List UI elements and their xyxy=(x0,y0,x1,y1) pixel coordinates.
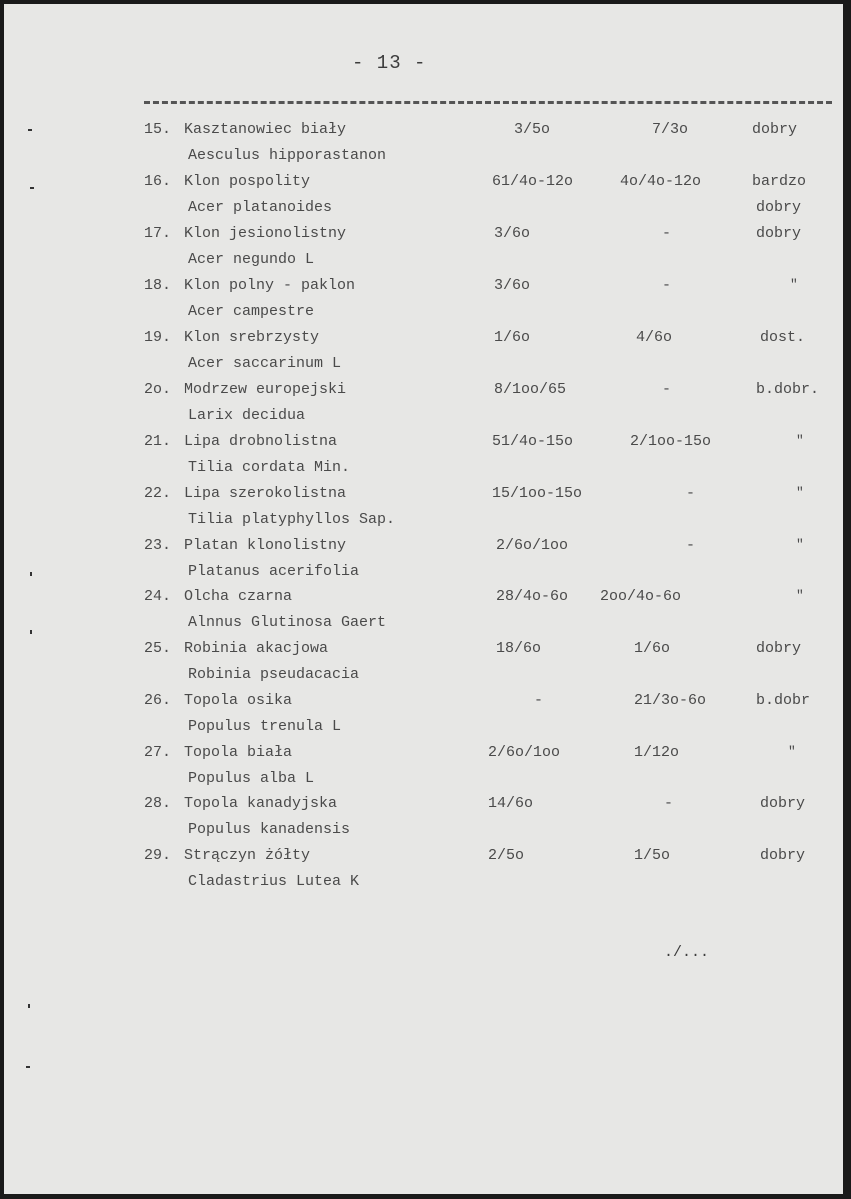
row-number: 27. xyxy=(144,744,172,761)
polish-name: Klon polny - paklon xyxy=(184,277,356,294)
count-column-2: 1/6o xyxy=(634,640,671,657)
polish-name: Modrzew europejski xyxy=(184,381,347,398)
row-number: 23. xyxy=(144,537,172,554)
dashed-rule xyxy=(144,101,832,104)
punch-mark xyxy=(30,630,32,634)
row-number: 22. xyxy=(144,485,172,502)
condition: dobry xyxy=(756,225,802,242)
count-column-2: - xyxy=(662,225,672,242)
count-column-1: 3/6o xyxy=(494,225,531,242)
polish-name: Robinia akacjowa xyxy=(184,640,329,657)
condition: bardzo xyxy=(752,173,807,190)
count-column-2: 4o/4o-12o xyxy=(620,173,702,190)
count-column-2: 4/6o xyxy=(636,329,673,346)
count-column-2: 2oo/4o-6o xyxy=(600,588,682,605)
polish-name: Lipa drobnolistna xyxy=(184,433,338,450)
ditto-mark: " xyxy=(796,537,804,552)
latin-name: Populus trenula L xyxy=(188,718,342,735)
latin-name: Larix decidua xyxy=(188,407,306,424)
row-number: 28. xyxy=(144,795,172,812)
document-page xyxy=(4,4,843,1194)
count-column-2: 1/12o xyxy=(634,744,680,761)
polish-name: Strączyn żółty xyxy=(184,847,311,864)
count-column-2: 7/3o xyxy=(652,121,689,138)
count-column-2: 1/5o xyxy=(634,847,671,864)
count-column-2: 2/1oo-15o xyxy=(630,433,712,450)
row-number: 24. xyxy=(144,588,172,605)
ditto-mark: " xyxy=(790,277,798,292)
count-column-1: 18/6o xyxy=(496,640,542,657)
condition: dost. xyxy=(760,329,806,346)
row-number: 2o. xyxy=(144,381,172,398)
row-number: 26. xyxy=(144,692,172,709)
latin-name: Acer negundo L xyxy=(188,251,315,268)
latin-name: Acer platanoides xyxy=(188,199,333,216)
latin-name: Aesculus hipporastanon xyxy=(188,147,387,164)
polish-name: Topola kanadyjska xyxy=(184,795,338,812)
punch-mark xyxy=(28,1004,30,1008)
row-number: 18. xyxy=(144,277,172,294)
polish-name: Klon pospolity xyxy=(184,173,311,190)
condition: b.dobr. xyxy=(756,381,820,398)
polish-name: Kasztanowiec biały xyxy=(184,121,347,138)
polish-name: Platan klonolistny xyxy=(184,537,347,554)
count-column-1: 2/5o xyxy=(488,847,525,864)
latin-name: Robinia pseudacacia xyxy=(188,666,360,683)
latin-name: Alnnus Glutinosa Gaert xyxy=(188,614,387,631)
row-number: 17. xyxy=(144,225,172,242)
punch-mark xyxy=(28,129,32,131)
count-column-1: 61/4o-12o xyxy=(492,173,574,190)
polish-name: Olcha czarna xyxy=(184,588,293,605)
page-number: - 13 - xyxy=(352,52,427,74)
latin-name: Tilia cordata Min. xyxy=(188,459,351,476)
latin-name: Platanus acerifolia xyxy=(188,563,360,580)
polish-name: Klon srebrzysty xyxy=(184,329,320,346)
ditto-mark: " xyxy=(796,433,804,448)
punch-mark xyxy=(30,572,32,576)
row-number: 25. xyxy=(144,640,172,657)
count-column-2: - xyxy=(664,795,674,812)
row-number: 19. xyxy=(144,329,172,346)
count-column-1: 14/6o xyxy=(488,795,534,812)
count-column-2: 21/3o-6o xyxy=(634,692,707,709)
count-column-1: 15/1oo-15o xyxy=(492,485,583,502)
continuation-mark: ./... xyxy=(664,944,710,961)
latin-name: Populus alba L xyxy=(188,770,315,787)
ditto-mark: " xyxy=(788,744,796,759)
count-column-2: - xyxy=(686,537,696,554)
count-column-1: 3/6o xyxy=(494,277,531,294)
condition: dobry xyxy=(760,847,806,864)
condition-line-2: dobry xyxy=(756,199,802,216)
count-column-1: - xyxy=(534,692,544,709)
row-number: 29. xyxy=(144,847,172,864)
row-number: 16. xyxy=(144,173,172,190)
count-column-1: 1/6o xyxy=(494,329,531,346)
latin-name: Tilia platyphyllos Sap. xyxy=(188,511,396,528)
polish-name: Lipa szerokolistna xyxy=(184,485,347,502)
row-number: 15. xyxy=(144,121,172,138)
latin-name: Cladastrius Lutea K xyxy=(188,873,360,890)
punch-mark xyxy=(30,187,34,189)
polish-name: Klon jesionolistny xyxy=(184,225,347,242)
latin-name: Acer saccarinum L xyxy=(188,355,342,372)
polish-name: Topola osika xyxy=(184,692,293,709)
count-column-1: 28/4o-6o xyxy=(496,588,569,605)
count-column-1: 51/4o-15o xyxy=(492,433,574,450)
polish-name: Topola biała xyxy=(184,744,293,761)
row-number: 21. xyxy=(144,433,172,450)
condition: dobry xyxy=(756,640,802,657)
count-column-2: - xyxy=(686,485,696,502)
condition: dobry xyxy=(752,121,798,138)
ditto-mark: " xyxy=(796,588,804,603)
count-column-1: 8/1oo/65 xyxy=(494,381,567,398)
condition: dobry xyxy=(760,795,806,812)
ditto-mark: " xyxy=(796,485,804,500)
count-column-1: 3/5o xyxy=(514,121,551,138)
condition: b.dobr xyxy=(756,692,811,709)
count-column-1: 2/6o/1oo xyxy=(496,537,569,554)
count-column-2: - xyxy=(662,277,672,294)
count-column-1: 2/6o/1oo xyxy=(488,744,561,761)
latin-name: Populus kanadensis xyxy=(188,821,351,838)
latin-name: Acer campestre xyxy=(188,303,315,320)
punch-mark xyxy=(26,1066,30,1068)
count-column-2: - xyxy=(662,381,672,398)
